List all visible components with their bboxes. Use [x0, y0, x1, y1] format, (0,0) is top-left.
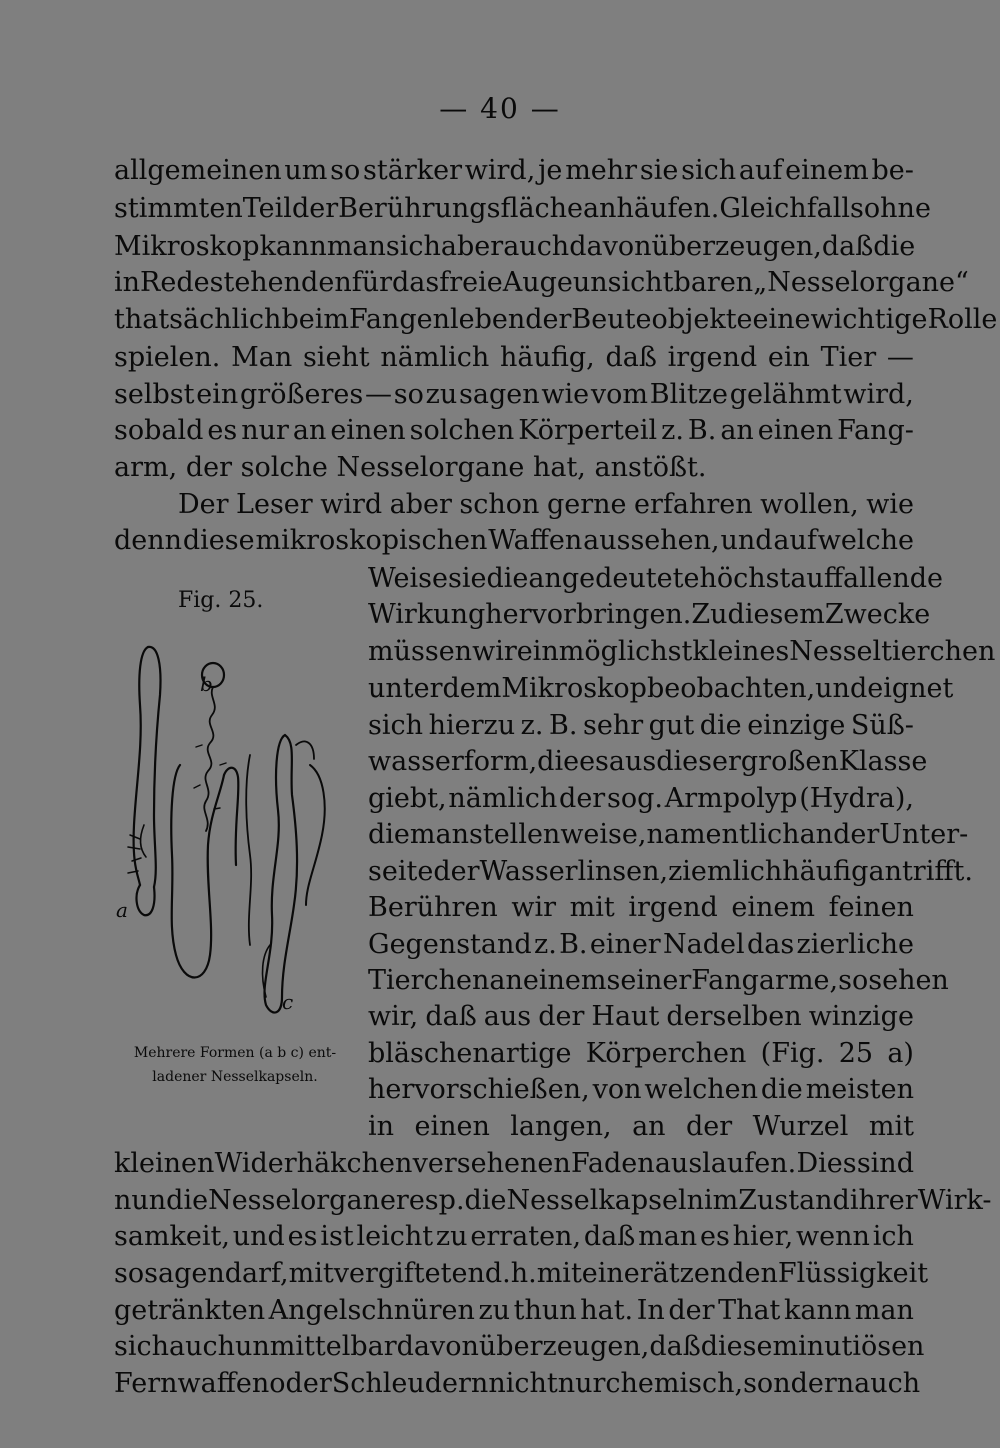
text-line: in einen langen, an der Wurzel mit: [368, 1111, 914, 1142]
text-line: sich auch unmittelbar davon überzeugen, daß diese minutiösen: [114, 1331, 925, 1362]
figure-caption-line-2: ladener Nesselkapseln.: [152, 1069, 318, 1085]
text-line: so sagen darf, mit vergifteten d. h. mit einer ätzenden Flüssigkeit: [114, 1258, 929, 1289]
text-line: allgemeinen um so stärker wird, je mehr sie sich auf einem be-: [114, 155, 914, 186]
text-line: Weise sie die angedeutete höchst auffallende: [368, 563, 943, 594]
text-line: stimmten Teil der Berührungsfläche anhäufen. Gleichfalls ohne: [114, 193, 931, 224]
text-line: unter dem Mikroskop beobachten, und eignet: [368, 673, 954, 704]
text-line: samkeit, und es ist leicht zu erraten, daß man es hier, wenn ich: [114, 1221, 914, 1252]
text-line: giebt, nämlich der sog. Armpolyp (Hydra),: [368, 783, 914, 814]
text-line: kleinen Widerhäkchen versehenen Faden auslaufen. Dies sind: [114, 1148, 914, 1179]
text-line: seite der Wasserlinsen, ziemlich häufig antrifft.: [368, 856, 973, 887]
text-line: arm, der solche Nesselorgane hat, anstößt.: [114, 452, 707, 483]
figure-label: Fig. 25.: [178, 588, 264, 613]
page-number: — 40 —: [439, 92, 561, 125]
text-line: hervorschießen, von welchen die meisten: [368, 1074, 914, 1105]
text-line: sobald es nur an einen solchen Körperteil z. B. an einen Fang-: [114, 415, 914, 446]
text-line: in Rede stehenden für das freie Auge unsichtbaren „Nesselorgane“: [114, 267, 969, 298]
text-line: getränkten Angelschnüren zu thun hat. In der That kann man: [114, 1295, 914, 1326]
figure-caption-line-1: Mehrere Formen (a b c) ent-: [133, 1045, 337, 1061]
text-line: spielen. Man sieht nämlich häufig, daß irgend ein Tier —: [114, 342, 914, 373]
text-line: Gegenstand z. B. einer Nadel das zierliche: [368, 929, 914, 960]
text-line: Mikroskop kann man sich aber auch davon überzeugen, daß die: [114, 231, 916, 262]
text-line: wasserform, die es aus dieser großen Klasse: [368, 746, 928, 777]
text-line: Der Leser wird aber schon gerne erfahren wollen, wie: [178, 489, 914, 520]
text-line: Fernwaffen oder Schleudern nicht nur chemisch, sondern auch: [114, 1368, 921, 1399]
text-line: wir, daß aus der Haut derselben winzige: [368, 1001, 914, 1032]
text-line: thatsächlich beim Fangen lebender Beuteobjekte eine wichtige Rolle: [114, 304, 998, 335]
text-line: selbst ein größeres — so zu sagen wie vom Blitze gelähmt wird,: [114, 379, 914, 410]
figure-letter-b: b: [200, 672, 213, 696]
text-line: sich hierzu z. B. sehr gut die einzige Süß-: [368, 710, 914, 741]
text-line: denn diese mikroskopischen Waffen aussehen, und auf welche: [114, 525, 914, 556]
figure-letter-c: c: [282, 990, 294, 1014]
figure-illustration: [110, 625, 350, 1030]
text-line: bläschenartige Körperchen (Fig. 25 a): [368, 1038, 914, 1069]
text-line: die man stellenweise, namentlich an der Unter-: [368, 819, 969, 850]
text-line: Berühren wir mit irgend einem feinen: [368, 892, 914, 923]
text-line: nun die Nesselorgane resp. die Nesselkapseln im Zustand ihrer Wirk-: [114, 1185, 992, 1216]
figure-letter-a: a: [116, 898, 128, 922]
text-line: müssen wir ein möglichst kleines Nesseltierchen: [368, 636, 996, 667]
text-line: Tierchen an einem seiner Fangarme, so sehen: [368, 965, 949, 996]
text-line: Wirkung hervorbringen. Zu diesem Zwecke: [368, 599, 931, 630]
